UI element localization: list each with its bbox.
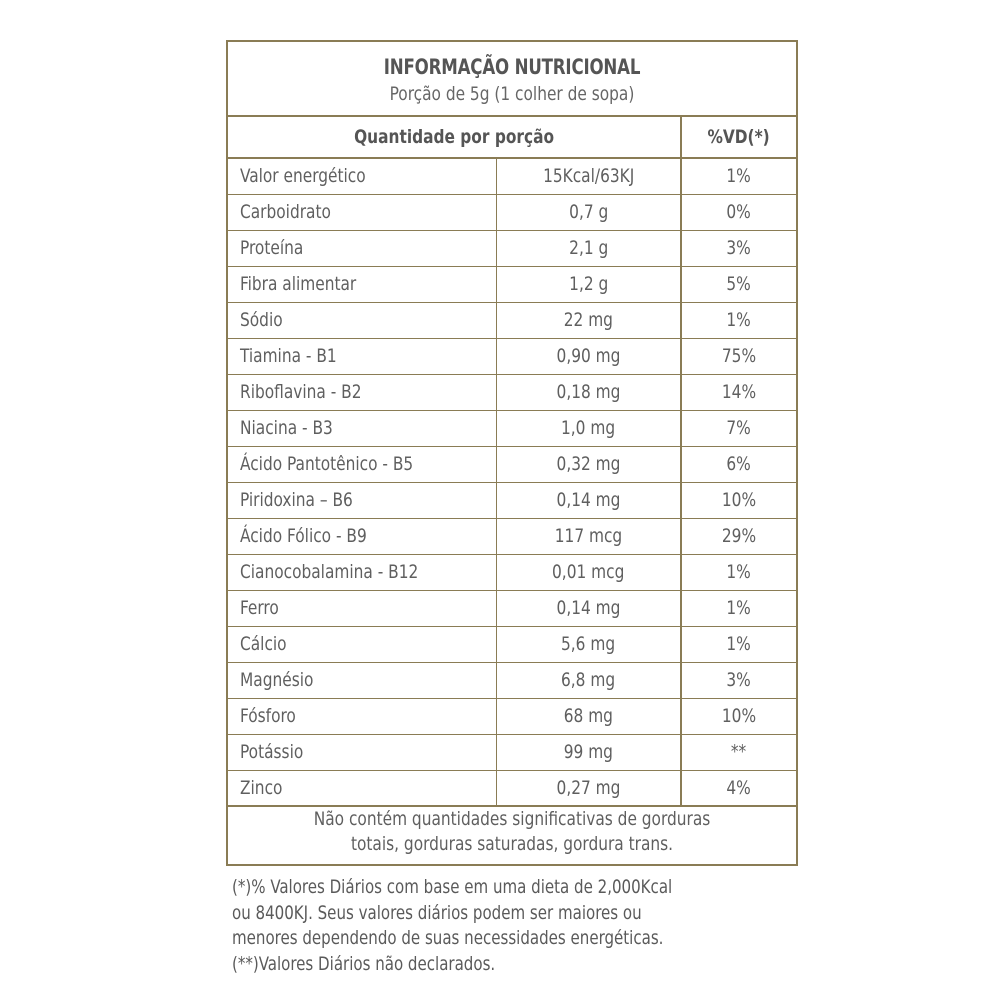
table-row (228, 663, 796, 699)
nutrient-name: Fósforo (228, 699, 497, 734)
nutrient-vd: 10% (721, 489, 757, 511)
nutrient-amount: 0,90 mg (497, 339, 682, 374)
nutrient-amount: 22 mg (497, 303, 682, 338)
nutrient-amount: 0,32 mg (497, 447, 682, 482)
nutrient-vd: 3% (726, 237, 752, 259)
nutrient-vd: 29% (721, 525, 757, 547)
not-significant-note (228, 807, 796, 857)
column-header-vd: %VD(*) (707, 126, 771, 148)
nutrient-amount: 2,1 g (497, 231, 682, 266)
nutrient-vd: 5% (726, 273, 752, 295)
nutrient-name: Potássio (228, 735, 497, 770)
nutrient-amount: 117 mcg (497, 519, 682, 554)
nutrient-amount: 0,14 mg (497, 483, 682, 518)
nutrient-name: Magnésio (228, 663, 497, 698)
nutrient-name: Proteína (228, 231, 497, 266)
table-row (228, 267, 796, 303)
nutrient-name: Cálcio (228, 627, 497, 662)
footnote-line-1: (*)% Valores Diários com base em uma dieta de 2,000Kcal (232, 876, 673, 898)
table-row (228, 411, 796, 447)
nutrition-facts-table (226, 40, 798, 866)
table-row (228, 771, 796, 807)
table-row (228, 339, 796, 375)
nutrient-name: Carboidrato (228, 195, 497, 230)
nutrient-amount: 15Kcal/63KJ (497, 159, 682, 194)
table-row (228, 231, 796, 267)
table-title: INFORMAÇÃO NUTRICIONAL (383, 55, 641, 79)
table-row (228, 159, 796, 195)
nutrient-vd: 1% (726, 309, 752, 331)
nutrient-name: Ácido Fólico - B9 (228, 519, 497, 554)
nutrient-vd: 7% (726, 417, 752, 439)
not-significant-line-1: Não contém quantidades significativas de gorduras (313, 808, 711, 830)
serving-size: Porção de 5g (1 colher de sopa) (389, 83, 635, 105)
nutrient-vd: 1% (726, 597, 752, 619)
nutrient-amount: 1,0 mg (497, 411, 682, 446)
table-row (228, 195, 796, 231)
nutrient-amount: 0,27 mg (497, 771, 682, 805)
nutrient-name: Tiamina - B1 (228, 339, 497, 374)
footnote-line-2: ou 8400KJ. Seus valores diários podem ser maiores ou (232, 901, 642, 924)
table-row (228, 483, 796, 519)
table-header (228, 42, 796, 117)
table-row (228, 699, 796, 735)
nutrient-vd: 4% (726, 777, 752, 799)
daily-values-footnote (232, 875, 792, 977)
nutrient-amount: 68 mg (497, 699, 682, 734)
nutrient-vd: 75% (721, 345, 757, 367)
nutrient-vd: ** (731, 741, 747, 763)
nutrient-vd: 1% (726, 561, 752, 583)
nutrient-name: Sódio (228, 303, 497, 338)
nutrient-rows (228, 159, 796, 807)
nutrient-name: Cianocobalamina - B12 (228, 555, 497, 590)
footnote-line-4: (**)Valores Diários não declarados. (232, 952, 496, 975)
nutrient-vd: 0% (726, 201, 752, 223)
table-row (228, 447, 796, 483)
column-header-row (228, 117, 796, 159)
nutrient-vd: 1% (726, 165, 752, 187)
nutrient-amount: 0,18 mg (497, 375, 682, 410)
nutrient-name: Ácido Pantotênico - B5 (228, 447, 497, 482)
nutrient-amount: 6,8 mg (497, 663, 682, 698)
footnote-line-3: menores dependendo de suas necessidades energéticas. (232, 927, 664, 949)
table-row (228, 735, 796, 771)
not-significant-line-2: totais, gorduras saturadas, gordura trans. (350, 833, 674, 855)
nutrient-name: Riboflavina - B2 (228, 375, 497, 410)
nutrient-vd: 6% (726, 453, 752, 475)
table-row (228, 555, 796, 591)
nutrient-amount: 99 mg (497, 735, 682, 770)
nutrient-vd: 3% (726, 669, 752, 691)
nutrient-amount: 1,2 g (497, 267, 682, 302)
nutrient-name: Piridoxina – B6 (228, 483, 497, 518)
nutrient-amount: 0,14 mg (497, 591, 682, 626)
table-row (228, 627, 796, 663)
nutrient-amount: 5,6 mg (497, 627, 682, 662)
nutrient-name: Valor energético (228, 159, 497, 194)
nutrient-vd: 1% (726, 633, 752, 655)
nutrient-name: Zinco (228, 771, 497, 805)
nutrient-vd: 14% (721, 381, 757, 403)
nutrient-amount: 0,7 g (497, 195, 682, 230)
table-row (228, 591, 796, 627)
table-row (228, 303, 796, 339)
column-header-quantity: Quantidade por porção (228, 117, 682, 157)
nutrient-vd: 10% (721, 705, 757, 727)
nutrient-name: Ferro (228, 591, 497, 626)
nutrient-name: Fibra alimentar (228, 267, 497, 302)
table-row (228, 519, 796, 555)
nutrient-name: Niacina - B3 (228, 411, 497, 446)
nutrient-amount: 0,01 mcg (497, 555, 682, 590)
table-row (228, 375, 796, 411)
